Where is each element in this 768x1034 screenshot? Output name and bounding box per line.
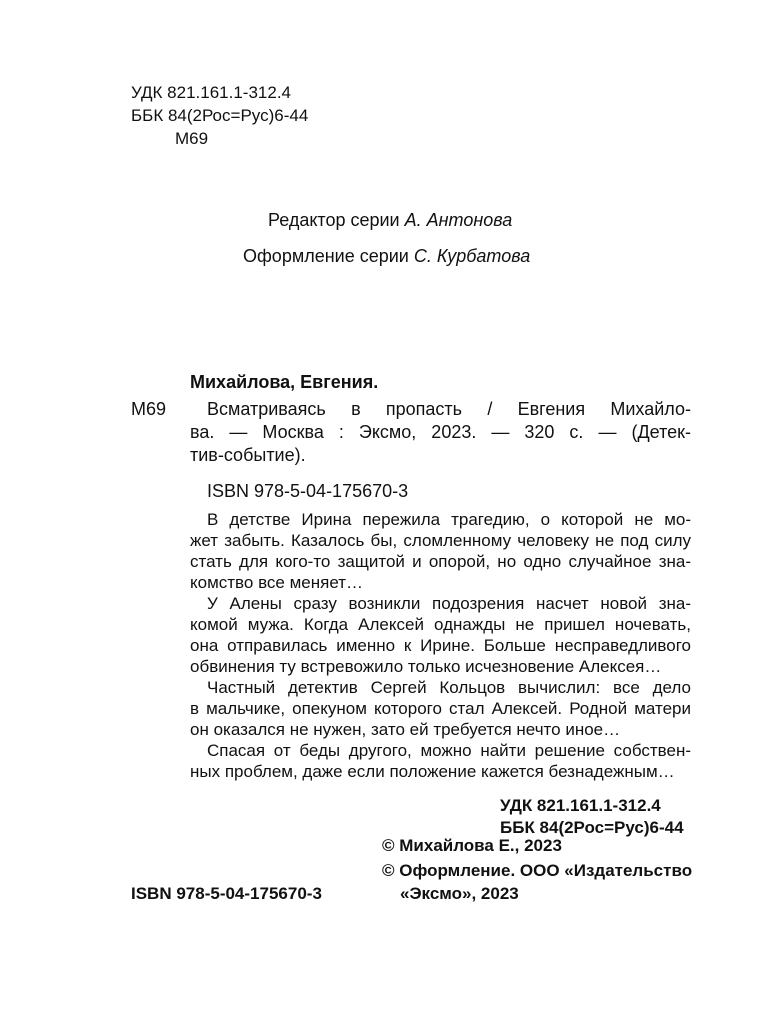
series-editor-name: А. Антонова (404, 210, 513, 230)
catalog-author-heading: Михайлова, Евгения. (190, 372, 379, 392)
annotation-line: комство все меняет… (190, 573, 364, 592)
catalog-description-line: тив-событие). (190, 445, 306, 465)
catalog-description-line: ва. — Москва : Эксмо, 2023. — 320 с. — (Детек- (190, 422, 691, 442)
annotation-line: Спасая от беды другого, можно найти решение собствен- (207, 741, 691, 760)
bbk-code: ББК 84(2Рос=Рус)6-44 (131, 106, 309, 125)
author-mark: М69 (175, 129, 209, 148)
annotation-line: ных проблем, даже если положение кажется безнадежным… (190, 762, 675, 781)
annotation-line: обвинения ту встревожило только исчезновение Алексея… (190, 657, 662, 676)
catalog-description-line: Всматриваясь в пропасть / Евгения Михайло- (207, 399, 691, 419)
series-design (243, 245, 530, 267)
annotation-line: комой мужа. Когда Алексей однажды не пришел ночевать, (190, 615, 691, 634)
copyright-design-line2: «Эксмо», 2023 (400, 884, 519, 903)
bottom-isbn: ISBN 978-5-04-175670-3 (131, 884, 322, 903)
annotation-line: он оказался не нужен, зато ей требуется нечто иное… (190, 720, 621, 739)
copyright-author: © Михайлова Е., 2023 (382, 836, 562, 855)
catalog-isbn: ISBN 978-5-04-175670-3 (207, 481, 409, 501)
annotation-line: Частный детектив Сергей Кольцов вычислил: все дело (207, 678, 691, 697)
annotation-line: В детстве Ирина пережила трагедию, о которой не мо- (207, 510, 691, 529)
series-design-label: Оформление серии (243, 246, 409, 266)
annotation-line: У Алены сразу возникли подозрения насчет новой зна- (207, 594, 691, 613)
bottom-udk-code: УДК 821.161.1-312.4 (500, 796, 661, 815)
series-editor-label: Редактор серии (268, 210, 400, 230)
series-editor (268, 209, 512, 231)
series-design-name: С. Курбатова (413, 246, 531, 266)
annotation-line: стать для кого-то защитой и опорой, но одно случайное зна- (190, 552, 691, 571)
catalog-mark: М69 (131, 399, 167, 419)
bottom-bbk-code: ББК 84(2Рос=Рус)6-44 (500, 818, 684, 837)
udk-code: УДК 821.161.1-312.4 (131, 83, 292, 102)
copyright-design-line1: © Оформление. ООО «Издательство (382, 861, 693, 880)
annotation-line: жет забыть. Казалось бы, сломленному человеку не под силу (190, 531, 691, 550)
annotation-line: она отправилась именно к Ирине. Больше несправедливого (190, 636, 691, 655)
annotation-line: в мальчике, опекуном которого стал Алексей. Родной матери (190, 699, 691, 718)
